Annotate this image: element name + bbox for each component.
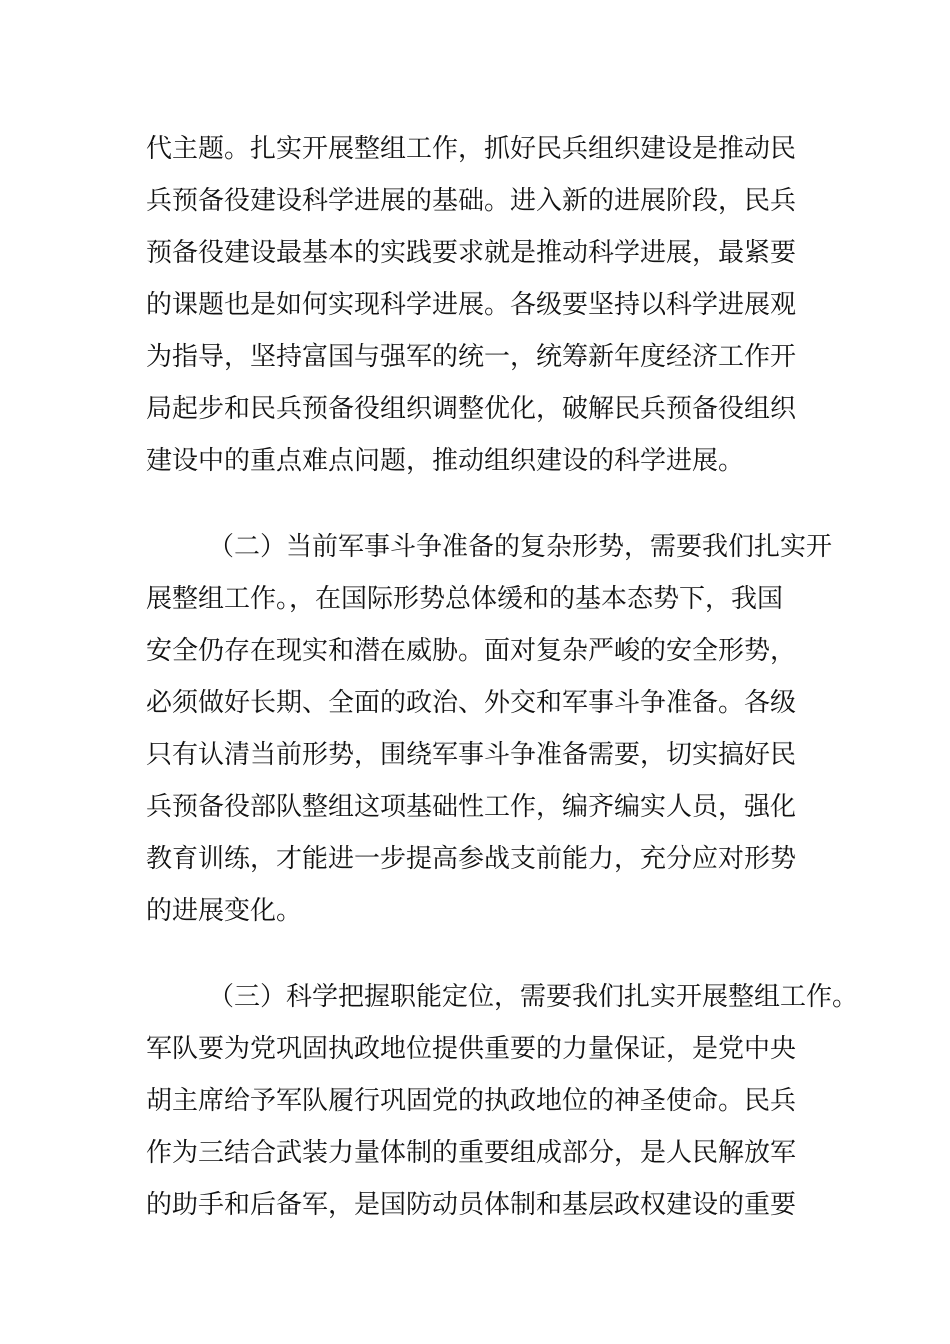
text-line: 只有认清当前形势，围绕军事斗争准备需要，切实搞好民 (146, 740, 797, 770)
text-line: 胡主席给予军队履行巩固党的执政地位的神圣使命。民兵 (146, 1086, 797, 1116)
text-line: 安全仍存在现实和潜在威胁。面对复杂严峻的安全形势， (146, 636, 797, 666)
text-line: 的助手和后备军，是国防动员体制和基层政权建设的重要 (146, 1190, 797, 1220)
text-line: 建设中的重点难点问题，推动组织建设的科学进展。 (146, 446, 745, 476)
section-heading-line: （二）当前军事斗争准备的复杂形势，需要我们扎实开 (208, 532, 833, 562)
text-line: 必须做好长期、全面的政治、外交和军事斗争准备。各级 (146, 688, 797, 718)
text-line: 预备役建设最基本的实践要求就是推动科学进展，最紧要 (146, 238, 797, 268)
text-line: 局起步和民兵预备役组织调整优化，破解民兵预备役组织 (146, 394, 797, 424)
text-line: 兵预备役建设科学进展的基础。进入新的进展阶段，民兵 (146, 186, 797, 216)
section-heading-line: （三）科学把握职能定位，需要我们扎实开展整组工作。 (208, 982, 859, 1012)
text-line: 军队要为党巩固执政地位提供重要的力量保证，是党中央 (146, 1034, 797, 1064)
text-line: 的进展变化。 (146, 896, 303, 926)
text-line: 的课题也是如何实现科学进展。各级要坚持以科学进展观 (146, 290, 797, 320)
text-line: 代主题。扎实开展整组工作，抓好民兵组织建设是推动民 (146, 134, 797, 164)
text-line: 兵预备役部队整组这项基础性工作，编齐编实人员，强化 (146, 792, 797, 822)
text-line: 教育训练，才能进一步提高参战支前能力，充分应对形势 (146, 844, 797, 874)
text-line: 作为三结合武装力量体制的重要组成部分，是人民解放军 (146, 1138, 797, 1168)
text-line: 展整组工作。，在国际形势总体缓和的基本态势下，我国 (146, 584, 784, 614)
text-line: 为指导，坚持富国与强军的统一，统筹新年度经济工作开 (146, 342, 797, 372)
